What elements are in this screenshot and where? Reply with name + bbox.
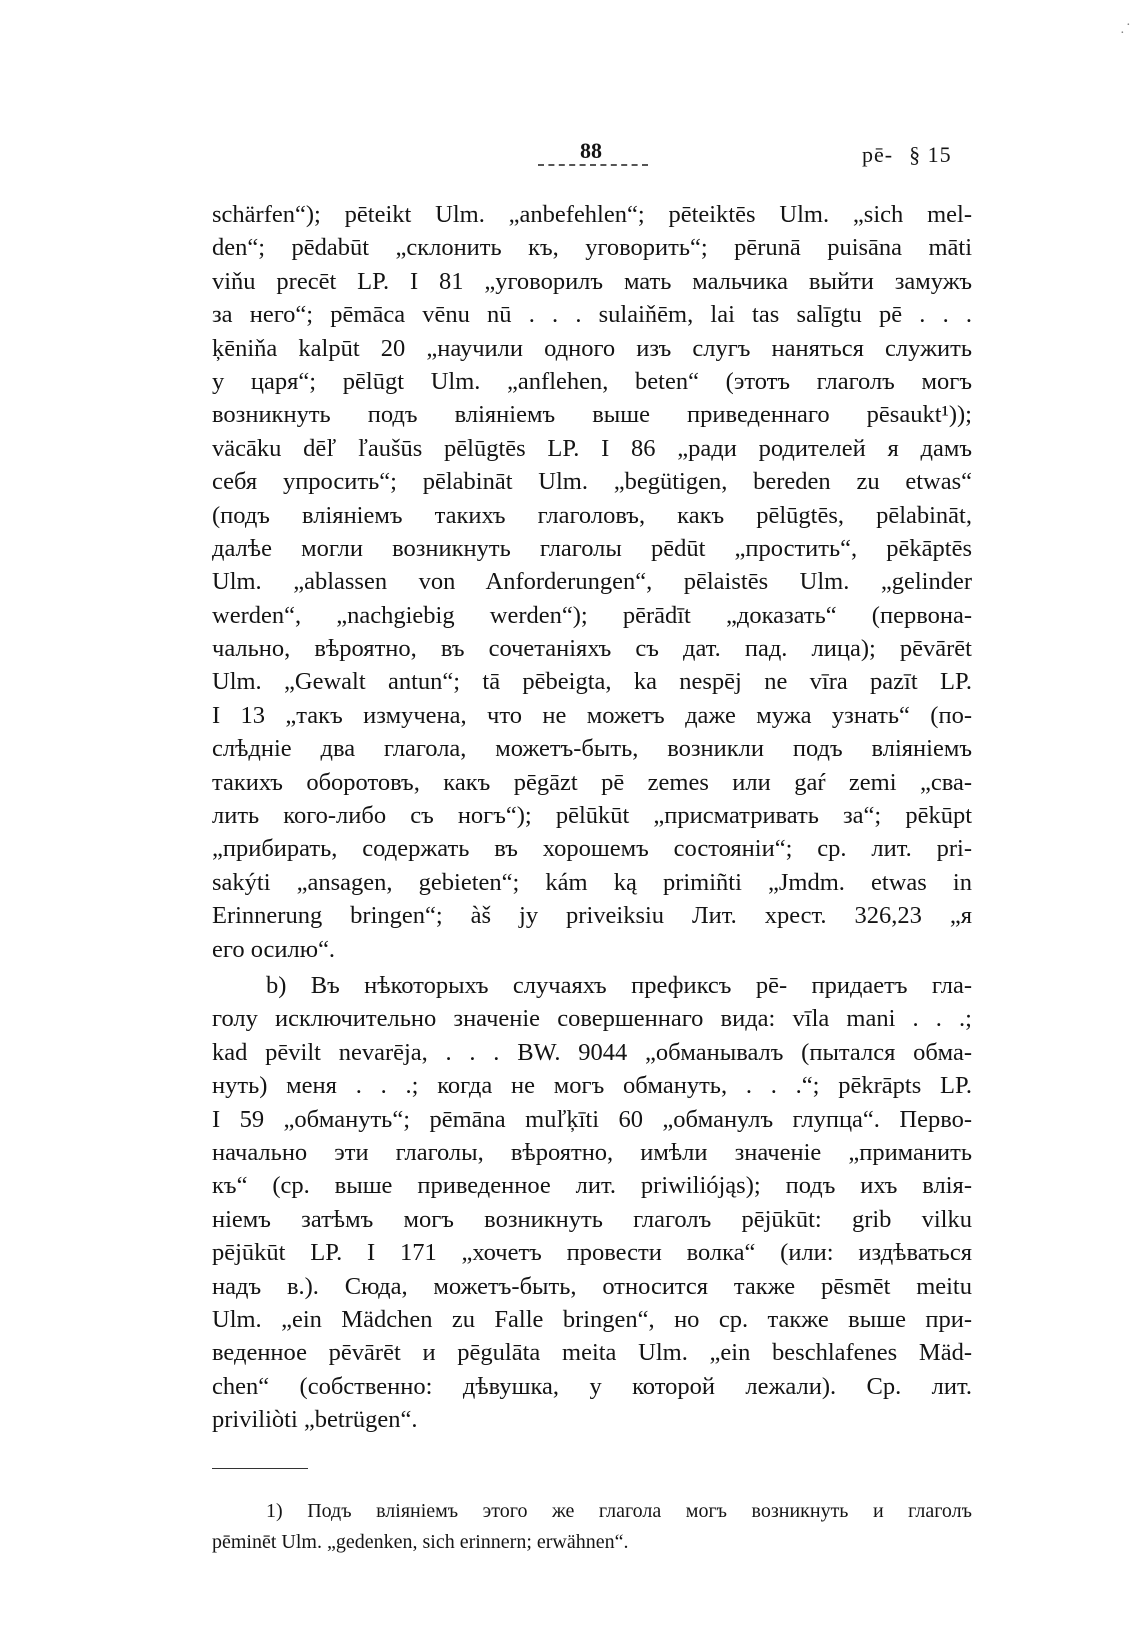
text-line: лить кого-либо съ ногъ“); pēlūkūt „присматривать за“; pēkūpt — [212, 802, 972, 830]
text-line: у царя“; pēlūgt Ulm. „anflehen, beten“ (этотъ глаголъ могъ — [212, 367, 972, 395]
header-rule — [538, 164, 648, 166]
page-header — [0, 138, 1140, 178]
text-line: väcāku dēľ ľaušūs pēlūgtēs LP. I 86 „ради родителей я дамъ — [212, 434, 972, 462]
text-line: priviliòti „betrügen“. — [212, 1406, 418, 1434]
text-line: себя упросить“; pēlabināt Ulm. „begütigen, bereden zu etwas“ — [212, 468, 972, 496]
text-line: его осилю“. — [212, 935, 336, 963]
text-line: schärfen“); pēteikt Ulm. „anbefehlen“; pēteiktēs Ulm. „sich mel- — [212, 201, 972, 228]
text-line: Erinnerung bringen“; àš jy priveiksiu Лит. хрест. 326,23 „я — [212, 902, 972, 930]
text-line: (подъ вліяніемъ такихъ глаголовъ, какъ pēlūgtēs, pēlabināt, — [212, 501, 972, 529]
footnotes — [212, 1496, 972, 1558]
text-line: голу исключительно значеніе совершеннаго вида: vīla mani . . .; — [212, 1005, 972, 1033]
text-line: kad pēvilt nevarēja, . . . BW. 9044 „обманывалъ (пытался обма- — [212, 1038, 972, 1066]
text-line: къ“ (ср. выше приведенное лит. priwiliójąs); подъ ихъ влія- — [212, 1172, 972, 1200]
text-line: werden“, „nachgiebig werden“); pērādīt „доказать“ (первона- — [212, 601, 972, 629]
text-line: такихъ оборотовъ, какъ pēgāzt pē zemes или gaŕ zemi „сва- — [212, 768, 972, 796]
text-line: pējūkūt LP. I 171 „хочетъ провести волка“ (или: издѣваться — [212, 1239, 972, 1267]
text-line: надъ в.). Сюда, можетъ-быть, относится также pēsmēt meitu — [212, 1272, 972, 1300]
text-line: Ulm. „ein Mädchen zu Falle bringen“, но ср. также выше при- — [212, 1305, 972, 1333]
footnote-line: pēminēt Ulm. „gedenken, sich erinnern; erwähnen“. — [212, 1531, 629, 1553]
scan-speck: · — [1120, 26, 1125, 41]
text-line: I 59 „обмануть“; pēmāna muľķīti 60 „обманулъ глупца“. Перво- — [212, 1105, 972, 1133]
text-line: нуть) меня . . .; когда не могъ обмануть, . . .“; pēkrāpts LP. — [212, 1072, 972, 1100]
text-line: Ulm. „ablassen von Anforderungen“, pēlaistēs Ulm. „gelinder — [212, 568, 972, 596]
text-line: за него“; pēmāca vēnu nū . . . sulaiňēm, lai tas salīgtu pē . . . — [212, 301, 972, 329]
section-number: § 15 — [909, 142, 952, 167]
text-line: далѣе могли возникнуть глаголы pēdūt „простить“, pēkāptēs — [212, 534, 972, 562]
text-line: sakýti „ansagen, gebieten“; kám ką primiñti „Jmdm. etwas in — [212, 868, 972, 896]
running-head — [862, 142, 968, 168]
text-line: начально эти глаголы, вѣроятно, имѣли значеніе „приманить — [212, 1138, 972, 1166]
text-line: веденное pēvārēt и pēgulāta meita Ulm. „ein beschlafenes Mäd- — [212, 1339, 972, 1367]
text-line: I 13 „такъ измучена, что не можетъ даже мужа узнать“ (по- — [212, 701, 972, 729]
scan-speck: · — [1126, 18, 1131, 33]
footnote-line: 1) Подъ вліяніемъ этого же глагола могъ возникнуть и глаголъ — [266, 1500, 972, 1522]
running-head-prefix: pē- — [862, 142, 894, 167]
page-number: 88 — [580, 138, 602, 163]
text-line: возникнуть подъ вліяніемъ выше приведеннаго pēsaukt¹)); — [212, 401, 972, 429]
text-line: ķēniňa kalpūt 20 „научили одного изъ слугъ наняться служить — [212, 334, 972, 362]
text-line: ніемъ затѣмъ могъ возникнуть глаголъ pējūkūt: grib vilku — [212, 1205, 972, 1233]
text-line: слѣдніе два глагола, можетъ-быть, возникли подъ вліяніемъ — [212, 735, 972, 763]
body-text — [212, 198, 972, 1436]
text-line: viňu precēt LP. I 81 „уговорилъ мать мальчика выйти замужъ — [212, 267, 972, 295]
footnote-rule — [212, 1468, 308, 1469]
text-line: chen“ (собственно: дѣвушка, у которой лежали). Ср. лит. — [212, 1372, 972, 1400]
text-line: чально, вѣроятно, въ сочетаніяхъ съ дат. пад. лица); pēvārēt — [212, 635, 972, 663]
text-line: b) Въ нѣкоторыхъ случаяхъ префиксъ pē- придаетъ гла- — [266, 971, 972, 999]
text-line: den“; pēdabūt „склонить къ, уговорить“; pērunā puisāna māti — [212, 234, 972, 262]
text-line: „прибирать, содержать въ хорошемъ состояніи“; ср. лит. pri- — [212, 835, 972, 863]
text-line: Ulm. „Gewalt antun“; tā pēbeigta, ka nespēj ne vīra pazīt LP. — [212, 668, 972, 696]
